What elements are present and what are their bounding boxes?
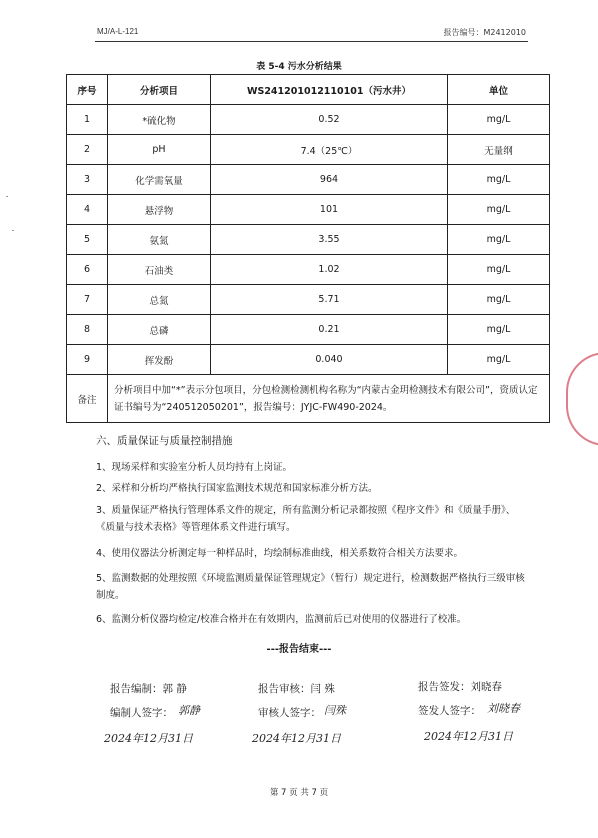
editor-date: 2024年12月31日 [104,732,193,745]
unit: mg/L [448,195,550,225]
analysis-item: 总氮 [108,285,211,315]
list-item: 1、现场采样和实验室分析人员均持有上岗证。 [96,462,293,473]
analysis-item: 挥发酚 [108,345,211,375]
table-row [67,225,550,255]
table-row [67,285,550,315]
list-item: 6、监测分析仪器均检定/校准合格并在有效期内，监测前后已对使用的仪器进行了校准。 [96,614,467,625]
list-item: 2、采样和分析均严格执行国家监测技术规范和国家标准分析方法。 [96,483,378,494]
row-index: 1 [67,105,108,135]
result-value: 3.55 [211,225,448,255]
note-label: 备注 [67,375,108,423]
unit: 无量纲 [448,135,550,165]
issuer-signature: 刘晓春 [487,702,520,715]
list-item: 5、监测数据的处理按照《环境监测质量保证管理规定》（暂行）规定进行，检测数据严格执行三级审核制度。 [96,573,525,601]
analysis-item: 石油类 [108,255,211,285]
result-value: 0.040 [211,345,448,375]
reviewer-sign-label: 审核人签字： [258,707,321,719]
table-row [67,195,550,225]
list-item: 3、质量保证严格执行管理体系文件的规定，所有监测分析记录都按照《程序文件》和《质量手册》、《质量与技术表格》等管理体系文件进行填写。 [96,505,516,533]
unit: mg/L [448,105,550,135]
row-index: 8 [67,315,108,345]
results-table [66,74,550,423]
column-header: 序号 [67,75,108,105]
list-item: 4、使用仪器法分析测定每一种样品时，均绘制标准曲线，相关系数符合相关方法要求。 [96,548,464,559]
analysis-item: 总磷 [108,315,211,345]
editor-sign-label: 编制人签字： [110,707,173,719]
table-row [67,135,550,165]
column-header: 分析项目 [108,75,211,105]
reviewer-signature: 闫殊 [324,704,346,717]
issuer-name: 报告签发：刘晓春 [418,681,502,693]
table-row [67,345,550,375]
result-value: 0.52 [211,105,448,135]
table-row [67,255,550,285]
editor-name: 报告编制：郭 静 [110,683,187,695]
unit: mg/L [448,285,550,315]
analysis-item: *硫化物 [108,105,211,135]
reviewer-name: 报告审核：闫 殊 [258,683,335,695]
note-text: 分析项目中加“*”表示分包项目，分包检测检测机构名称为“内蒙古金玥检测技术有限公司”，资质认定证书编号为“240512050201”，报告编号：JYJC-FW490-2024。 [108,375,550,423]
report-end: ---报告结束--- [266,644,332,655]
analysis-item: 氨氮 [108,225,211,255]
unit: mg/L [448,165,550,195]
row-index: 7 [67,285,108,315]
report-number: 报告编号：M2412010 [443,28,526,37]
scan-mark [12,230,14,231]
header-divider [95,41,528,42]
row-index: 9 [67,345,108,375]
row-index: 5 [67,225,108,255]
table-row [67,315,550,345]
result-value: 964 [211,165,448,195]
seal-stamp [566,352,598,446]
result-value: 1.02 [211,255,448,285]
column-header: 单位 [448,75,550,105]
row-index: 3 [67,165,108,195]
row-index: 6 [67,255,108,285]
reviewer-date: 2024年12月31日 [252,732,341,745]
issuer-date: 2024年12月31日 [424,730,513,743]
unit: mg/L [448,345,550,375]
table-header-row [67,75,550,105]
unit: mg/L [448,225,550,255]
row-index: 2 [67,135,108,165]
table-row [67,105,550,135]
scan-mark [6,196,8,197]
page-footer: 第 7 页 共 7 页 [269,788,329,798]
row-index: 4 [67,195,108,225]
editor-signature: 郭静 [178,704,200,717]
result-value: 5.71 [211,285,448,315]
column-header: WS241201012110101（污水井） [211,75,448,105]
issuer-sign-label: 签发人签字： [418,705,481,717]
note-row [67,375,550,423]
table-caption: 表 5-4 污水分析结果 [256,62,342,72]
document-code: MJ/A-L-121 [97,27,139,36]
analysis-item: 悬浮物 [108,195,211,225]
analysis-item: pH [108,135,211,165]
unit: mg/L [448,315,550,345]
result-value: 101 [211,195,448,225]
result-value: 0.21 [211,315,448,345]
unit: mg/L [448,255,550,285]
result-value: 7.4（25℃） [211,135,448,165]
analysis-item: 化学需氧量 [108,165,211,195]
section-title: 六、质量保证与质量控制措施 [96,435,233,447]
table-row [67,165,550,195]
